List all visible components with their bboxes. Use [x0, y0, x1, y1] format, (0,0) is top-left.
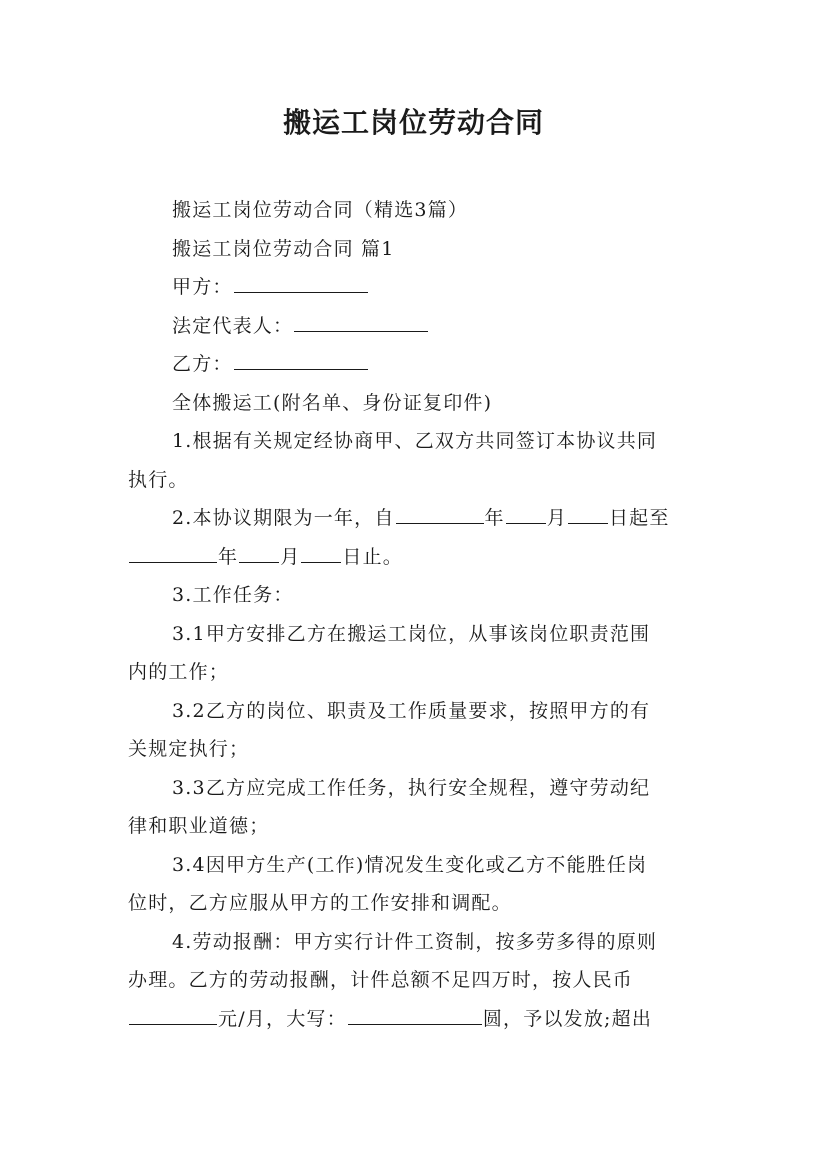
clause-3-4-line-1: 3.4因甲方生产(工作)情况发生变化或乙方不能胜任岗	[172, 853, 648, 876]
clause-1-line-2: 执行。	[128, 468, 189, 491]
amount-blank	[129, 1004, 217, 1025]
start-month-blank	[506, 503, 546, 524]
end-year-blank	[129, 542, 217, 563]
clause-3-2-line-1: 3.2乙方的岗位、职责及工作质量要求，按照甲方的有	[172, 699, 651, 722]
clause-2-text: 2.本协议期限为一年，自	[172, 507, 395, 529]
clause-4-line-3	[128, 1000, 702, 1039]
party-a-line	[128, 268, 702, 307]
year-label: 年	[484, 507, 505, 529]
document-title: 搬运工岗位劳动合同	[282, 106, 544, 139]
month-label: 月	[280, 545, 301, 568]
clause-1-line-1: 1.根据有关规定经协商甲、乙双方共同签订本协议共同	[172, 430, 658, 452]
end-day-blank	[301, 542, 341, 563]
clause-3-3-line-2: 律和职业道德；	[128, 815, 270, 837]
clause-3-3-line-1: 3.3乙方应完成工作任务，执行安全规程，遵守劳动纪	[172, 776, 651, 799]
clause-3-4-line-2: 位时，乙方应服从甲方的工作安排和调配。	[128, 892, 512, 914]
legal-rep-blank	[294, 311, 428, 332]
amount-unit: 元/月，大写：	[218, 1007, 347, 1030]
party-b-label: 乙方：	[172, 353, 233, 375]
all-workers-line: 全体搬运工(附名单、身份证复印件)	[172, 391, 493, 414]
section-heading: 搬运工岗位劳动合同 篇1	[172, 237, 395, 260]
party-a-label: 甲方：	[172, 276, 233, 298]
end-month-blank	[239, 542, 279, 563]
day-from-label: 日起至	[608, 507, 670, 529]
subtitle: 搬运工岗位劳动合同（精选3篇）	[172, 199, 469, 221]
party-a-blank	[234, 272, 368, 293]
party-b-blank	[234, 349, 368, 370]
start-day-blank	[568, 503, 608, 524]
amount-written-blank	[348, 1004, 482, 1025]
clause-3-1-line-2: 内的工作；	[128, 661, 230, 683]
clause-3-1-line-1: 3.1甲方安排乙方在搬运工岗位，从事该岗位职责范围	[172, 622, 651, 645]
document-body	[128, 191, 702, 1038]
clause-4-line-2: 办理。乙方的劳动报酬，计件总额不足四万时，按人民币	[128, 969, 634, 991]
start-year-blank	[396, 503, 484, 524]
clause-3-2-line-2: 关规定执行；	[128, 738, 250, 760]
party-b-line	[128, 345, 702, 384]
clause-2-line-1	[128, 499, 702, 538]
day-until-label: 日止。	[342, 545, 404, 568]
amount-end: 圆，予以发放;超出	[482, 1007, 653, 1030]
legal-rep-line	[128, 307, 702, 346]
clause-4-line-1: 4.劳动报酬：甲方实行计件工资制，按多劳多得的原则	[172, 930, 658, 953]
clause-2-line-2	[128, 538, 702, 577]
clause-3: 3.工作任务：	[172, 584, 294, 606]
legal-rep-label: 法定代表人：	[172, 314, 294, 337]
month-label: 月	[546, 507, 567, 529]
year-label: 年	[218, 545, 239, 568]
